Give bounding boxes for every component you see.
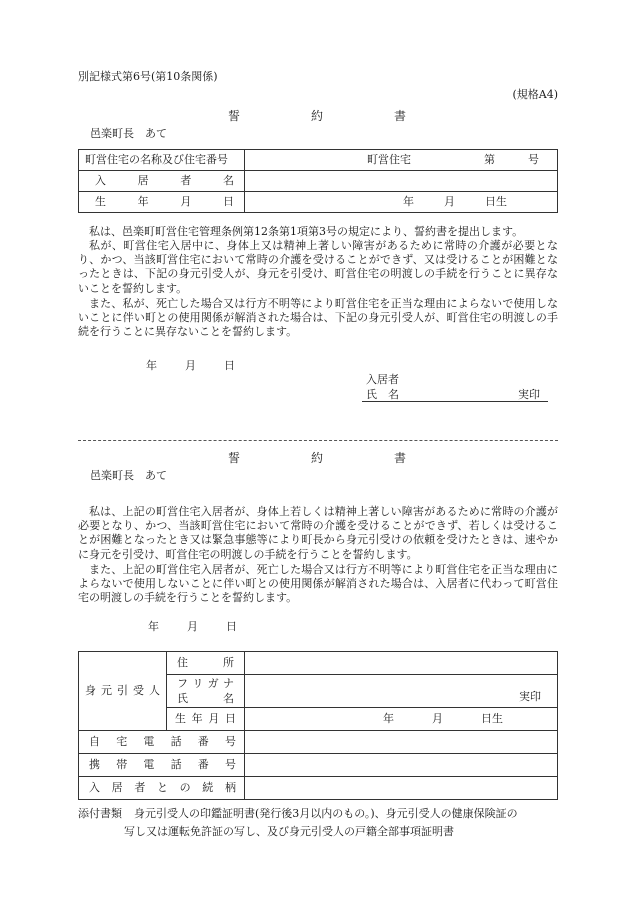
guarantor-name-field[interactable] bbox=[245, 675, 558, 708]
pledge2-date: 年 月 日 bbox=[148, 620, 237, 633]
resident-name-label: 入 居 者 名 bbox=[79, 171, 245, 192]
pledge2-paragraph-1: 私は、上記の町営住宅入居者が、身体上若しくは精神上著しい障害があるために常時の介護が必要となり、かつ、当該町営住宅において常時の介護を受けることができず、若しくは受けることが困難となったとき又は緊急事態等により町長から身元引受けの依頼を受けたときは、速やかに身元を引受け、町営住宅の明渡しの手続を行うことを誓約します。 bbox=[78, 505, 558, 561]
guarantor-birthdate-label: 生 年 月 日 bbox=[167, 708, 245, 731]
paper-size: (規格A4) bbox=[512, 88, 558, 101]
pledge1-paragraph-2: 私が、町営住宅入居中に、身体上又は精神上著しい障害があるために常時の介護が必要となり、かつ、当該町営住宅において常時の介護を受けることができず、又は受けることが困難となったときは、下記の身元引受人が、身元を引受け、町営住宅の明渡しの手続を行うことに異存ないことを誓約します。 bbox=[78, 239, 558, 295]
mobile-phone-label: 携 帯 電 話 番 号 bbox=[79, 754, 245, 777]
guarantor-label: 身 元 引 受 人 bbox=[79, 652, 167, 731]
attachments-label: 添付書類 bbox=[78, 807, 122, 820]
relationship-label: 入 居 者 と の 続 柄 bbox=[79, 777, 245, 800]
pledge2-title: 誓 約 書 bbox=[228, 451, 406, 465]
guarantor-seal-label: 実印 bbox=[519, 690, 541, 704]
pledge1-paragraph-3: また、私が、死亡した場合又は行方不明等により町営住宅を正当な理由によらないで使用しないことに伴い町との使用関係が解消された場合は、下記の身元引受人が、町営住宅の明渡しの手続を行うことに異存ないことを誓約します。 bbox=[78, 297, 558, 339]
relationship-field[interactable] bbox=[245, 777, 558, 800]
signature-underline bbox=[362, 401, 548, 402]
guarantor-table bbox=[78, 651, 558, 800]
attachments-line-2: 写し又は運転免許証の写し、及び身元引受人の戸籍全部事項証明書 bbox=[124, 825, 454, 838]
pledge1-paragraph-1: 私は、邑楽町町営住宅管理条例第12条第1項第3号の規定により、誓約書を提出します。 bbox=[89, 225, 524, 238]
resident-label: 入居者 bbox=[366, 373, 399, 386]
housing-name-label: 町営住宅の名称及び住宅番号 bbox=[79, 150, 245, 171]
resident-seal-label: 実印 bbox=[518, 388, 540, 401]
resident-info-table bbox=[78, 149, 558, 213]
guarantor-address-field[interactable] bbox=[245, 652, 558, 675]
pledge1-date: 年 月 日 bbox=[146, 359, 235, 372]
page-title: 誓 約 書 bbox=[228, 109, 406, 123]
pledge2-paragraph-2: また、上記の町営住宅入居者が、死亡した場合又は行方不明等により町営住宅を正当な理由によらないで使用しないことに伴い町との使用関係が解消された場合は、入居者に代わって町営住宅の明渡しの手続を行うことを誓約します。 bbox=[78, 563, 558, 605]
home-phone-field[interactable] bbox=[245, 731, 558, 754]
resident-signature-name-label: 氏 名 bbox=[366, 388, 399, 401]
home-phone-label: 自 宅 電 話 番 号 bbox=[79, 731, 245, 754]
resident-name-field[interactable] bbox=[245, 171, 558, 192]
cut-line bbox=[78, 440, 558, 441]
pledge2-addressee: 邑楽町長 あて bbox=[90, 469, 167, 482]
housing-name-field[interactable]: 町営住宅 第 号 bbox=[245, 150, 558, 171]
birthdate-label: 生 年 月 日 bbox=[79, 192, 245, 213]
birthdate-field[interactable]: 年 月 日生 bbox=[245, 192, 558, 213]
attachments-line-1: 身元引受人の印鑑証明書(発行後3月以内のもの。)、身元引受人の健康保険証の bbox=[134, 807, 518, 820]
mobile-phone-field[interactable] bbox=[245, 754, 558, 777]
guarantor-name-label: フ リ ガ ナ 氏 名 bbox=[167, 675, 245, 708]
form-number: 別記様式第6号(第10条関係) bbox=[78, 70, 218, 83]
guarantor-birthdate-field[interactable]: 年 月 日生 bbox=[245, 708, 558, 731]
addressee: 邑楽町長 あて bbox=[90, 127, 167, 140]
guarantor-address-label: 住 所 bbox=[167, 652, 245, 675]
